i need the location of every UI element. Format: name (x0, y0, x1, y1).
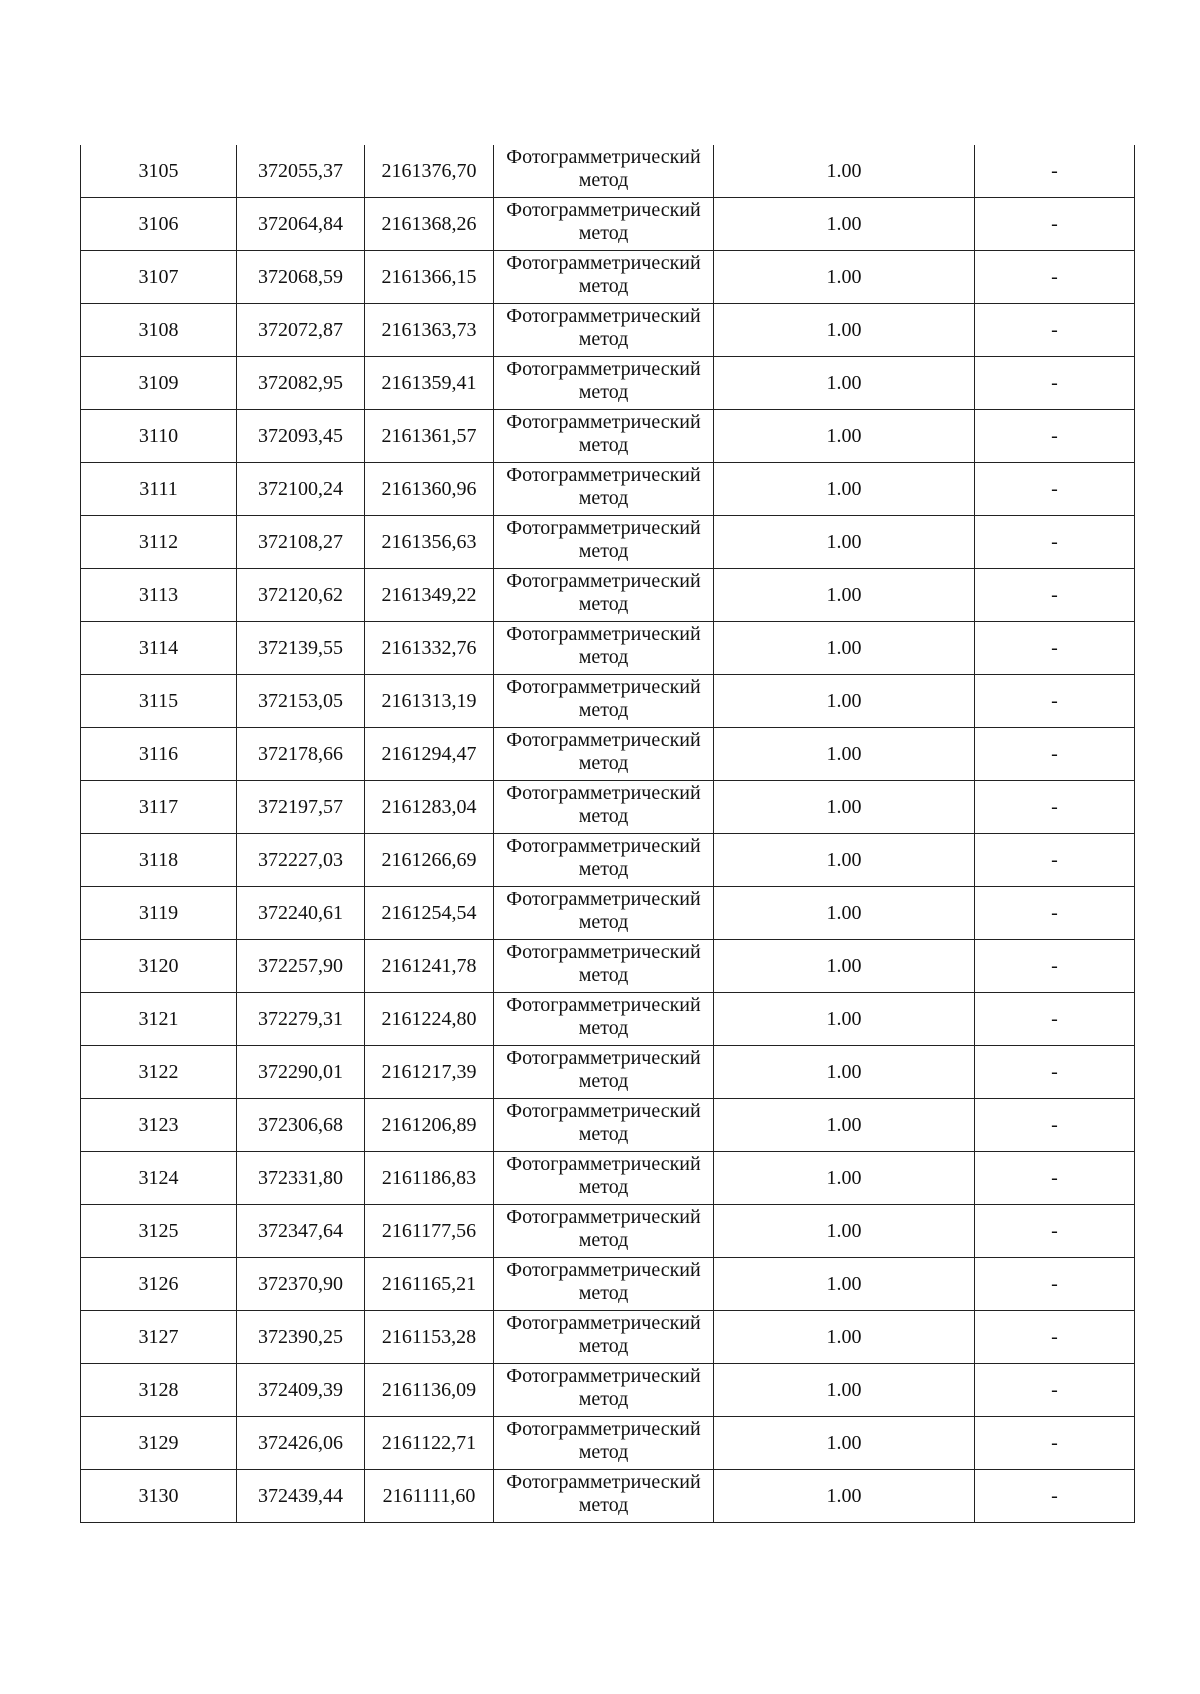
point-number-cell: 3112 (81, 516, 237, 569)
accuracy-cell: 1.00 (714, 940, 975, 993)
method-cell (494, 781, 714, 834)
point-number-cell: 3116 (81, 728, 237, 781)
description-cell: - (975, 1046, 1135, 1099)
method-cell (494, 993, 714, 1046)
point-number-cell: 3118 (81, 834, 237, 887)
x-coordinate-cell: 372055,37 (237, 145, 365, 198)
method-text-line1: Фотограмметрический (506, 994, 701, 1016)
method-cell (494, 304, 714, 357)
x-coordinate-cell: 372178,66 (237, 728, 365, 781)
x-coordinate-cell: 372100,24 (237, 463, 365, 516)
accuracy-cell: 1.00 (714, 569, 975, 622)
point-number-cell: 3114 (81, 622, 237, 675)
point-number-cell: 3129 (81, 1417, 237, 1470)
method-cell (494, 887, 714, 940)
description-cell: - (975, 940, 1135, 993)
accuracy-cell: 1.00 (714, 675, 975, 728)
y-coordinate-cell: 2161361,57 (365, 410, 494, 463)
x-coordinate-cell: 372082,95 (237, 357, 365, 410)
method-text-line1: Фотограмметрический (506, 1312, 701, 1334)
accuracy-cell: 1.00 (714, 516, 975, 569)
method-text-line1: Фотограмметрический (506, 146, 701, 168)
description-cell: - (975, 1152, 1135, 1205)
table-row (81, 622, 1135, 675)
table-row (81, 993, 1135, 1046)
method-text-line1: Фотограмметрический (506, 729, 701, 751)
method-text-line1: Фотограмметрический (506, 1471, 701, 1493)
table-row (81, 1152, 1135, 1205)
table-row (81, 834, 1135, 887)
method-text-line2: метод (578, 593, 629, 615)
accuracy-cell: 1.00 (714, 781, 975, 834)
table-row (81, 463, 1135, 516)
accuracy-cell: 1.00 (714, 728, 975, 781)
description-cell: - (975, 304, 1135, 357)
method-text-line1: Фотограмметрический (506, 464, 701, 486)
point-number-cell: 3109 (81, 357, 237, 410)
method-cell (494, 1258, 714, 1311)
accuracy-cell: 1.00 (714, 463, 975, 516)
point-number-cell: 3127 (81, 1311, 237, 1364)
point-number-cell: 3124 (81, 1152, 237, 1205)
description-cell: - (975, 1258, 1135, 1311)
method-text-line2: метод (578, 222, 629, 244)
y-coordinate-cell: 2161217,39 (365, 1046, 494, 1099)
x-coordinate-cell: 372390,25 (237, 1311, 365, 1364)
x-coordinate-cell: 372068,59 (237, 251, 365, 304)
description-cell: - (975, 463, 1135, 516)
table-row (81, 516, 1135, 569)
point-number-cell: 3110 (81, 410, 237, 463)
point-number-cell: 3119 (81, 887, 237, 940)
description-cell: - (975, 1099, 1135, 1152)
description-cell: - (975, 781, 1135, 834)
table-row (81, 1470, 1135, 1523)
method-text-line1: Фотограмметрический (506, 1259, 701, 1281)
accuracy-cell: 1.00 (714, 834, 975, 887)
accuracy-cell: 1.00 (714, 1364, 975, 1417)
y-coordinate-cell: 2161349,22 (365, 569, 494, 622)
description-cell: - (975, 993, 1135, 1046)
x-coordinate-cell: 372370,90 (237, 1258, 365, 1311)
method-text-line2: метод (578, 1494, 629, 1516)
y-coordinate-cell: 2161122,71 (365, 1417, 494, 1470)
method-text-line2: метод (578, 646, 629, 668)
accuracy-cell: 1.00 (714, 357, 975, 410)
method-text-line1: Фотограмметрический (506, 835, 701, 857)
x-coordinate-cell: 372426,06 (237, 1417, 365, 1470)
y-coordinate-cell: 2161177,56 (365, 1205, 494, 1258)
accuracy-cell: 1.00 (714, 198, 975, 251)
x-coordinate-cell: 372331,80 (237, 1152, 365, 1205)
table-row (81, 251, 1135, 304)
method-text-line1: Фотограмметрический (506, 1206, 701, 1228)
method-text-line2: метод (578, 1441, 629, 1463)
method-cell (494, 1205, 714, 1258)
table-row (81, 1258, 1135, 1311)
point-number-cell: 3113 (81, 569, 237, 622)
description-cell: - (975, 145, 1135, 198)
y-coordinate-cell: 2161368,26 (365, 198, 494, 251)
table-row (81, 940, 1135, 993)
method-text-line1: Фотограмметрический (506, 1153, 701, 1175)
method-text-line2: метод (578, 1070, 629, 1092)
x-coordinate-cell: 372072,87 (237, 304, 365, 357)
method-text-line2: метод (578, 487, 629, 509)
method-text-line2: метод (578, 964, 629, 986)
method-text-line1: Фотограмметрический (506, 517, 701, 539)
method-text-line1: Фотограмметрический (506, 623, 701, 645)
x-coordinate-cell: 372093,45 (237, 410, 365, 463)
y-coordinate-cell: 2161153,28 (365, 1311, 494, 1364)
description-cell: - (975, 1205, 1135, 1258)
method-text-line2: метод (578, 434, 629, 456)
y-coordinate-cell: 2161363,73 (365, 304, 494, 357)
point-number-cell: 3120 (81, 940, 237, 993)
method-text-line1: Фотограмметрический (506, 411, 701, 433)
method-text-line2: метод (578, 1282, 629, 1304)
method-text-line2: метод (578, 381, 629, 403)
description-cell: - (975, 198, 1135, 251)
table-row (81, 145, 1135, 198)
method-cell (494, 198, 714, 251)
method-text-line2: метод (578, 911, 629, 933)
accuracy-cell: 1.00 (714, 1311, 975, 1364)
method-text-line2: метод (578, 805, 629, 827)
y-coordinate-cell: 2161376,70 (365, 145, 494, 198)
method-text-line2: метод (578, 275, 629, 297)
method-cell (494, 622, 714, 675)
description-cell: - (975, 251, 1135, 304)
description-cell: - (975, 516, 1135, 569)
y-coordinate-cell: 2161360,96 (365, 463, 494, 516)
point-number-cell: 3111 (81, 463, 237, 516)
method-text-line1: Фотограмметрический (506, 941, 701, 963)
accuracy-cell: 1.00 (714, 1046, 975, 1099)
method-cell (494, 463, 714, 516)
method-cell (494, 1417, 714, 1470)
x-coordinate-cell: 372064,84 (237, 198, 365, 251)
method-cell (494, 251, 714, 304)
method-cell (494, 1046, 714, 1099)
coordinates-table-body (81, 145, 1135, 1523)
method-text-line2: метод (578, 1123, 629, 1145)
y-coordinate-cell: 2161241,78 (365, 940, 494, 993)
x-coordinate-cell: 372439,44 (237, 1470, 365, 1523)
accuracy-cell: 1.00 (714, 1417, 975, 1470)
method-text-line1: Фотограмметрический (506, 199, 701, 221)
y-coordinate-cell: 2161332,76 (365, 622, 494, 675)
y-coordinate-cell: 2161165,21 (365, 1258, 494, 1311)
method-text-line2: метод (578, 858, 629, 880)
table-row (81, 1099, 1135, 1152)
table-row (81, 1205, 1135, 1258)
method-text-line2: метод (578, 540, 629, 562)
accuracy-cell: 1.00 (714, 887, 975, 940)
description-cell: - (975, 357, 1135, 410)
table-row (81, 887, 1135, 940)
x-coordinate-cell: 372306,68 (237, 1099, 365, 1152)
x-coordinate-cell: 372227,03 (237, 834, 365, 887)
accuracy-cell: 1.00 (714, 1470, 975, 1523)
method-text-line2: метод (578, 169, 629, 191)
method-text-line1: Фотограмметрический (506, 1100, 701, 1122)
method-text-line1: Фотограмметрический (506, 1365, 701, 1387)
description-cell: - (975, 410, 1135, 463)
description-cell: - (975, 728, 1135, 781)
y-coordinate-cell: 2161366,15 (365, 251, 494, 304)
method-text-line2: метод (578, 1388, 629, 1410)
x-coordinate-cell: 372197,57 (237, 781, 365, 834)
method-text-line2: метод (578, 328, 629, 350)
point-number-cell: 3108 (81, 304, 237, 357)
y-coordinate-cell: 2161186,83 (365, 1152, 494, 1205)
point-number-cell: 3115 (81, 675, 237, 728)
method-cell (494, 410, 714, 463)
table-row (81, 1417, 1135, 1470)
y-coordinate-cell: 2161206,89 (365, 1099, 494, 1152)
method-text-line2: метод (578, 1176, 629, 1198)
method-cell (494, 728, 714, 781)
point-number-cell: 3128 (81, 1364, 237, 1417)
point-number-cell: 3122 (81, 1046, 237, 1099)
table-row (81, 304, 1135, 357)
accuracy-cell: 1.00 (714, 1205, 975, 1258)
coordinates-table (80, 145, 1135, 1523)
y-coordinate-cell: 2161359,41 (365, 357, 494, 410)
method-text-line2: метод (578, 1229, 629, 1251)
method-cell (494, 940, 714, 993)
method-text-line2: метод (578, 752, 629, 774)
y-coordinate-cell: 2161111,60 (365, 1470, 494, 1523)
description-cell: - (975, 1470, 1135, 1523)
method-cell (494, 1311, 714, 1364)
x-coordinate-cell: 372240,61 (237, 887, 365, 940)
method-cell (494, 675, 714, 728)
table-row (81, 410, 1135, 463)
point-number-cell: 3123 (81, 1099, 237, 1152)
method-text-line1: Фотограмметрический (506, 358, 701, 380)
accuracy-cell: 1.00 (714, 145, 975, 198)
x-coordinate-cell: 372347,64 (237, 1205, 365, 1258)
y-coordinate-cell: 2161294,47 (365, 728, 494, 781)
table-row (81, 1364, 1135, 1417)
table-row (81, 675, 1135, 728)
point-number-cell: 3130 (81, 1470, 237, 1523)
accuracy-cell: 1.00 (714, 1152, 975, 1205)
method-text-line2: метод (578, 699, 629, 721)
point-number-cell: 3105 (81, 145, 237, 198)
x-coordinate-cell: 372108,27 (237, 516, 365, 569)
accuracy-cell: 1.00 (714, 304, 975, 357)
y-coordinate-cell: 2161254,54 (365, 887, 494, 940)
method-cell (494, 1470, 714, 1523)
y-coordinate-cell: 2161283,04 (365, 781, 494, 834)
description-cell: - (975, 1417, 1135, 1470)
x-coordinate-cell: 372279,31 (237, 993, 365, 1046)
method-cell (494, 834, 714, 887)
y-coordinate-cell: 2161356,63 (365, 516, 494, 569)
method-cell (494, 1099, 714, 1152)
y-coordinate-cell: 2161224,80 (365, 993, 494, 1046)
description-cell: - (975, 569, 1135, 622)
table-row (81, 357, 1135, 410)
method-cell (494, 1152, 714, 1205)
method-cell (494, 1364, 714, 1417)
description-cell: - (975, 1311, 1135, 1364)
method-text-line1: Фотограмметрический (506, 570, 701, 592)
x-coordinate-cell: 372257,90 (237, 940, 365, 993)
table-row (81, 569, 1135, 622)
method-cell (494, 357, 714, 410)
y-coordinate-cell: 2161313,19 (365, 675, 494, 728)
method-text-line1: Фотограмметрический (506, 1047, 701, 1069)
point-number-cell: 3107 (81, 251, 237, 304)
x-coordinate-cell: 372139,55 (237, 622, 365, 675)
table-row (81, 728, 1135, 781)
method-cell (494, 569, 714, 622)
method-text-line1: Фотограмметрический (506, 305, 701, 327)
point-number-cell: 3121 (81, 993, 237, 1046)
table-row (81, 1311, 1135, 1364)
description-cell: - (975, 675, 1135, 728)
method-text-line1: Фотограмметрический (506, 676, 701, 698)
table-row (81, 198, 1135, 251)
x-coordinate-cell: 372153,05 (237, 675, 365, 728)
accuracy-cell: 1.00 (714, 993, 975, 1046)
point-number-cell: 3106 (81, 198, 237, 251)
x-coordinate-cell: 372409,39 (237, 1364, 365, 1417)
description-cell: - (975, 622, 1135, 675)
method-text-line1: Фотограмметрический (506, 1418, 701, 1440)
y-coordinate-cell: 2161136,09 (365, 1364, 494, 1417)
description-cell: - (975, 1364, 1135, 1417)
accuracy-cell: 1.00 (714, 251, 975, 304)
accuracy-cell: 1.00 (714, 410, 975, 463)
description-cell: - (975, 887, 1135, 940)
description-cell: - (975, 834, 1135, 887)
method-text-line1: Фотограмметрический (506, 252, 701, 274)
accuracy-cell: 1.00 (714, 1258, 975, 1311)
table-row (81, 1046, 1135, 1099)
method-cell (494, 145, 714, 198)
x-coordinate-cell: 372120,62 (237, 569, 365, 622)
point-number-cell: 3126 (81, 1258, 237, 1311)
method-text-line2: метод (578, 1017, 629, 1039)
method-text-line1: Фотограмметрический (506, 782, 701, 804)
table-row (81, 781, 1135, 834)
method-cell (494, 516, 714, 569)
method-text-line2: метод (578, 1335, 629, 1357)
point-number-cell: 3117 (81, 781, 237, 834)
y-coordinate-cell: 2161266,69 (365, 834, 494, 887)
method-text-line1: Фотограмметрический (506, 888, 701, 910)
x-coordinate-cell: 372290,01 (237, 1046, 365, 1099)
accuracy-cell: 1.00 (714, 622, 975, 675)
accuracy-cell: 1.00 (714, 1099, 975, 1152)
point-number-cell: 3125 (81, 1205, 237, 1258)
